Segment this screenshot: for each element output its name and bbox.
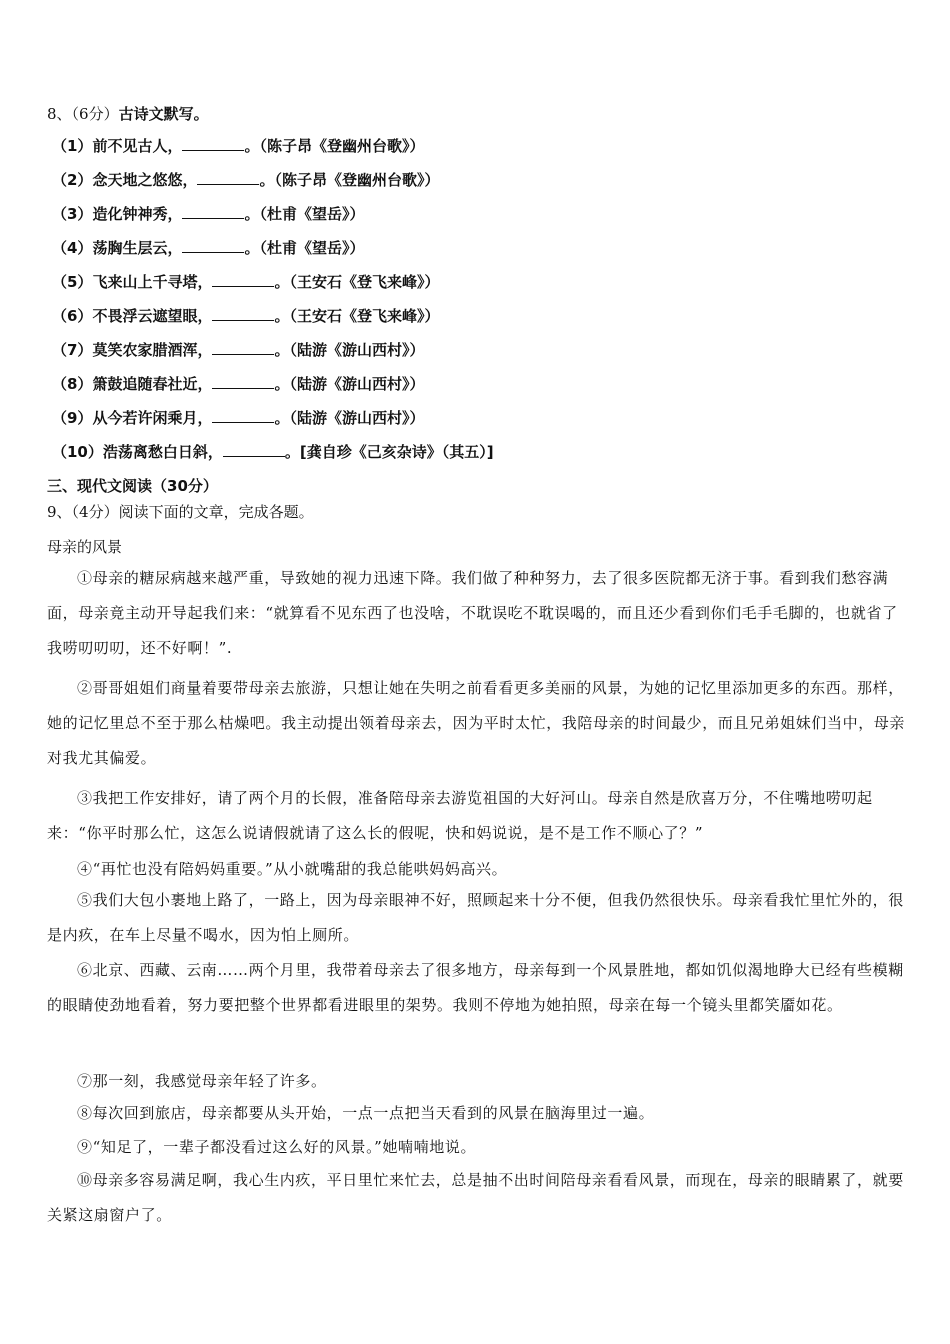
item-source: 。（陈子昂《登幽州台歌》） bbox=[244, 137, 425, 155]
item-source: 。[龚自珍《己亥杂诗》（其五）] bbox=[284, 443, 494, 461]
item-number: （7） bbox=[52, 341, 93, 359]
paragraph-1: ①母亲的糖尿病越来越严重，导致她的视力迅速下降。我们做了种种努力，去了很多医院都无济于事。看到我们愁容满面，母亲竟主动开导起我们来：“就算看不见东西了也没啥，不耽误吃不耽误喝的，而且还少看到你们毛手毛脚的，也就省了我唠叨叨叨，还不好啊！”. bbox=[47, 569, 898, 657]
item-source: 。（王安石《登飞来峰》） bbox=[274, 307, 440, 325]
item-source: 。（杜甫《望岳》） bbox=[244, 205, 365, 223]
item-number: （2） bbox=[52, 171, 93, 189]
item-text: 不畏浮云遮望眼， bbox=[92, 307, 213, 325]
item-number: （5） bbox=[52, 273, 93, 291]
paragraph-10: ⑩母亲多容易满足啊，我心生内疚，平日里忙来忙去，总是抽不出时间陪母亲看看风景，而现在，母亲的眼睛累了，就要关紧这扇窗户了。 bbox=[47, 1171, 904, 1224]
q8-header-title: 古诗文默写。 bbox=[118, 105, 209, 123]
answer-blank[interactable] bbox=[212, 408, 274, 423]
item-number: （4） bbox=[52, 239, 93, 257]
item-source: 。（陈子昂《登幽州台歌》） bbox=[259, 171, 440, 189]
paragraph-8: ⑧每次回到旅店，母亲都要从头开始，一点一点把当天看到的风景在脑海里过一遍。 bbox=[77, 1104, 655, 1122]
answer-blank[interactable] bbox=[212, 306, 274, 321]
item-text: 莫笑农家腊酒浑， bbox=[92, 341, 213, 359]
item-number: （10） bbox=[52, 443, 103, 461]
item-number: （1） bbox=[52, 137, 93, 155]
item-number: （8） bbox=[52, 375, 93, 393]
item-number: （6） bbox=[52, 307, 93, 325]
item-source: 。（陆游《游山西村》） bbox=[274, 375, 425, 393]
answer-blank[interactable] bbox=[223, 442, 285, 457]
item-text: 造化钟神秀， bbox=[92, 205, 183, 223]
answer-blank[interactable] bbox=[212, 272, 274, 287]
item-source: 。（王安石《登飞来峰》） bbox=[274, 273, 440, 291]
paragraph-2: ②哥哥姐姐们商量着要带母亲去旅游，只想让她在失明之前看看更多美丽的风景，为她的记忆里添加更多的东西。那样，她的记忆里总不至于那么枯燥吧。我主动提出领着母亲去，因为平时太忙，我陪母亲的时间最少，而且兄弟姐妹们当中，母亲对我尤其偏爱。 bbox=[47, 679, 906, 767]
q8-item-9 bbox=[52, 408, 424, 428]
item-text: 念天地之悠悠， bbox=[92, 171, 198, 189]
q9-header: 9、（4分）阅读下面的文章，完成各题。 bbox=[47, 503, 314, 521]
item-text: 荡胸生层云， bbox=[92, 239, 183, 257]
answer-blank[interactable] bbox=[212, 374, 274, 389]
item-text: 箫鼓追随春社近， bbox=[92, 375, 213, 393]
q8-header bbox=[47, 104, 209, 124]
answer-blank[interactable] bbox=[212, 340, 274, 355]
q8-item-5 bbox=[52, 272, 439, 292]
paragraph-4: ④“再忙也没有陪妈妈重要。”从小就嘴甜的我总能哄妈妈高兴。 bbox=[77, 860, 508, 878]
q8-item-7 bbox=[52, 340, 424, 360]
paragraph-3: ③我把工作安排好，请了两个月的长假，准备陪母亲去游览祖国的大好河山。母亲自然是欣喜万分，不住嘴地唠叨起来：“你平时那么忙，这怎么说请假就请了这么长的假呢，快和妈说说，是不是工作不顺心了？” bbox=[47, 789, 873, 842]
item-number: （3） bbox=[52, 205, 93, 223]
item-text: 飞来山上千寻塔， bbox=[92, 273, 213, 291]
section-heading: 三、现代文阅读（30分） bbox=[47, 477, 218, 495]
paragraph-6: ⑥北京、西藏、云南……两个月里，我带着母亲去了很多地方，母亲每到一个风景胜地，都如饥似渴地睁大已经有些模糊的眼睛使劲地看着，努力要把整个世界都看进眼里的架势。我则不停地为她拍照，母亲在每一个镜头里都笑靥如花。 bbox=[47, 961, 904, 1014]
q8-item-2 bbox=[52, 170, 439, 190]
q8-header-prefix: 8、（6分） bbox=[47, 105, 119, 123]
q8-item-4 bbox=[52, 238, 364, 258]
item-source: 。（杜甫《望岳》） bbox=[244, 239, 365, 257]
q8-item-10 bbox=[52, 442, 494, 462]
item-text: 从今若许闲乘月， bbox=[92, 409, 213, 427]
answer-blank[interactable] bbox=[182, 204, 244, 219]
answer-blank[interactable] bbox=[197, 170, 259, 185]
item-text: 前不见古人， bbox=[92, 137, 183, 155]
paragraph-5: ⑤我们大包小裹地上路了，一路上，因为母亲眼神不好，照顾起来十分不便，但我仍然很快乐。母亲看我忙里忙外的，很是内疚，在车上尽量不喝水，因为怕上厕所。 bbox=[47, 891, 904, 944]
article-title: 母亲的风景 bbox=[47, 538, 123, 556]
q8-item-6 bbox=[52, 306, 439, 326]
answer-blank[interactable] bbox=[182, 136, 244, 151]
q8-item-8 bbox=[52, 374, 424, 394]
item-number: （9） bbox=[52, 409, 93, 427]
paragraph-9: ⑨“知足了，一辈子都没看过这么好的风景。”她喃喃地说。 bbox=[77, 1138, 477, 1156]
q8-item-3 bbox=[52, 204, 364, 224]
q8-item-1 bbox=[52, 136, 424, 156]
paragraph-7: ⑦那一刻，我感觉母亲年轻了许多。 bbox=[77, 1072, 327, 1090]
item-source: 。（陆游《游山西村》） bbox=[274, 409, 425, 427]
answer-blank[interactable] bbox=[182, 238, 244, 253]
item-text: 浩荡离愁白日斜， bbox=[102, 443, 223, 461]
item-source: 。（陆游《游山西村》） bbox=[274, 341, 425, 359]
